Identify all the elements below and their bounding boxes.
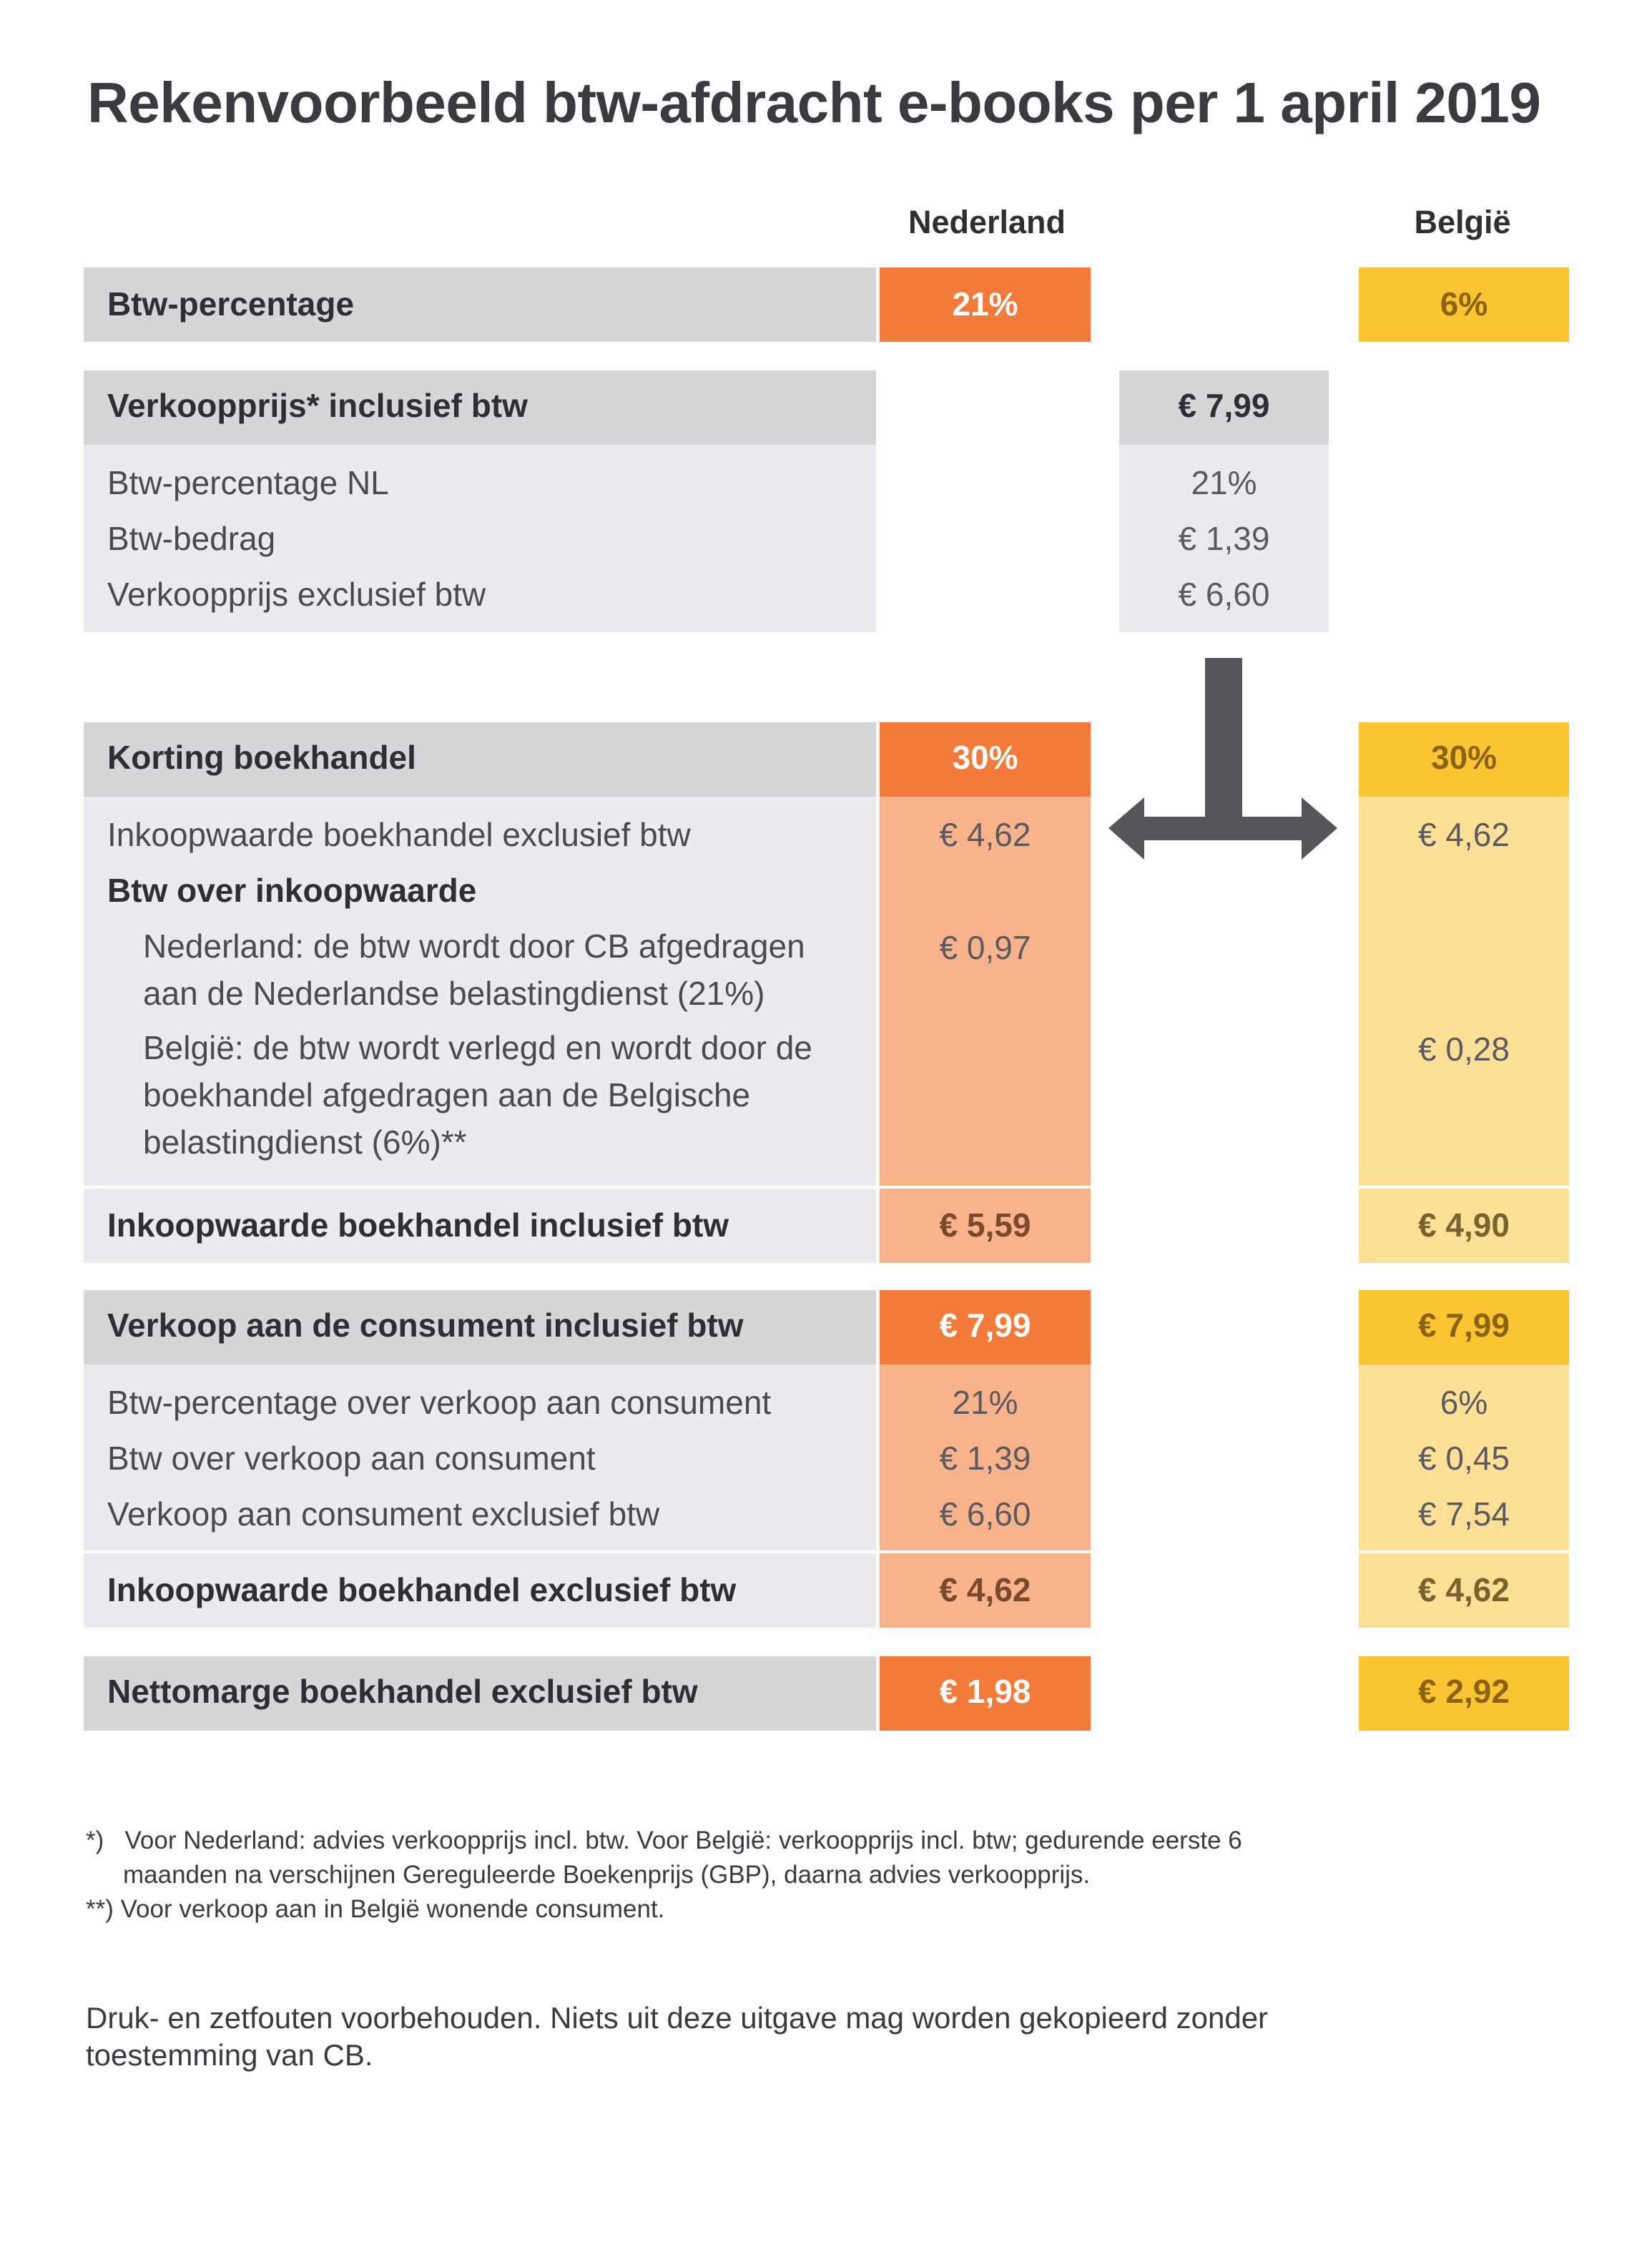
inkoopwaarde-excl-nl-value: € 4,62 <box>939 816 1031 853</box>
verkoopprijs-row-label: Btw-bedrag <box>107 520 276 557</box>
be-btw-note-line: boekhandel afgedragen aan de Belgische <box>143 1076 751 1113</box>
verkoop-consument-row-label: Btw over verkoop aan consument <box>107 1440 596 1477</box>
split-arrow-icon <box>1101 658 1344 872</box>
inkoopwaarde-excl-summary-be-value: € 4,62 <box>1418 1571 1510 1608</box>
be-btw-note-line: België: de btw wordt verlegd en wordt door de <box>143 1029 812 1066</box>
verkoop-consument-row-label: Verkoop aan consument exclusief btw <box>107 1495 660 1533</box>
nl-btw-note-line: Nederland: de btw wordt door CB afgedragen <box>143 928 805 965</box>
page-title: Rekenvoorbeeld btw-afdracht e-books per 1 april 2019 <box>87 71 1541 134</box>
nettomarge-be-value: € 2,92 <box>1418 1673 1510 1710</box>
arrow-stem <box>1205 658 1242 838</box>
be-btw-note-value: € 0,28 <box>1418 1031 1510 1068</box>
inkoopwaarde-excl-be-value: € 4,62 <box>1418 816 1510 853</box>
korting-nl-value: 30% <box>952 739 1018 776</box>
footnote-2: **) Voor verkoop aan in België wonende consument. <box>86 1895 665 1923</box>
btw-over-inkoopwaarde-label: Btw over inkoopwaarde <box>107 872 477 909</box>
korting-be-value: 30% <box>1430 739 1498 776</box>
verkoopprijs-row-value: € 1,39 <box>1178 520 1270 557</box>
verkoop-consument-row-label: Btw-percentage over verkoop aan consument <box>107 1384 772 1421</box>
footnote-1-marker: *) <box>86 1826 104 1854</box>
verkoop-consument-label: Verkoop aan de consument inclusief btw <box>107 1307 744 1344</box>
footnotes <box>86 1824 1445 1927</box>
verkoop-consument-row-be: 6% <box>1440 1384 1488 1421</box>
verkoop-consument-row-nl: 21% <box>952 1384 1018 1421</box>
nl-btw-note-value: € 0,97 <box>939 929 1031 966</box>
korting-be-detail-block <box>1359 797 1569 1186</box>
verkoop-consument-row-nl: € 1,39 <box>939 1440 1031 1477</box>
column-header-nederland: Nederland <box>908 204 1066 240</box>
verkoop-consument-row-be: € 7,54 <box>1418 1495 1510 1533</box>
nl-btw-note-line: aan de Nederlandse belastingdienst (21%) <box>143 975 765 1012</box>
korting-nl-detail-block <box>880 797 1091 1186</box>
inkoopwaarde-incl-nl-value: € 5,59 <box>939 1206 1031 1244</box>
verkoop-consument-row-be: € 0,45 <box>1418 1440 1510 1477</box>
inkoopwaarde-incl-label: Inkoopwaarde boekhandel inclusief btw <box>107 1206 729 1244</box>
verkoop-consument-be-value: € 7,99 <box>1418 1307 1510 1344</box>
verkoopprijs-row-value: € 6,60 <box>1178 576 1270 613</box>
disclaimer: Druk- en zetfouten voorbehouden. Niets uit deze uitgave mag worden gekopieerd zonder toestemming van CB. <box>86 2001 1269 2072</box>
nettomarge-label: Nettomarge boekhandel exclusief btw <box>107 1673 698 1710</box>
korting-label: Korting boekhandel <box>107 739 416 776</box>
inkoopwaarde-incl-be-value: € 4,90 <box>1418 1206 1510 1244</box>
btw-percentage-label: Btw-percentage <box>107 285 355 323</box>
be-btw-note-line: belastingdienst (6%)** <box>143 1123 467 1161</box>
inkoopwaarde-excl-label: Inkoopwaarde boekhandel exclusief btw <box>107 816 691 853</box>
footnote-1-line2: maanden na verschijnen Gereguleerde Boekenprijs (GBP), daarna advies verkoopprijs. <box>123 1861 1091 1889</box>
inkoopwaarde-excl-summary-nl-value: € 4,62 <box>939 1571 1031 1608</box>
btw-percentage-be-value: 6% <box>1440 285 1488 323</box>
column-header-belgie: België <box>1414 204 1511 240</box>
verkoopprijs-row-value: 21% <box>1191 464 1257 501</box>
inkoopwaarde-excl-summary-label: Inkoopwaarde boekhandel exclusief btw <box>107 1571 737 1608</box>
btw-percentage-nl-value: 21% <box>952 285 1018 323</box>
verkoop-consument-nl-value: € 7,99 <box>939 1307 1031 1344</box>
be-btw-note <box>143 1024 812 1166</box>
verkoop-consument-row-nl: € 6,60 <box>939 1495 1031 1533</box>
nl-btw-note <box>143 923 805 1017</box>
footnote-1 <box>86 1824 1445 1858</box>
verkoopprijs-label: Verkoopprijs* inclusief btw <box>107 387 528 424</box>
verkoopprijs-row-label: Verkoopprijs exclusief btw <box>107 576 486 613</box>
nettomarge-nl-value: € 1,98 <box>939 1673 1031 1710</box>
verkoopprijs-value: € 7,99 <box>1178 387 1270 424</box>
footnote-1-line1: Voor Nederland: advies verkoopprijs incl. btw. Voor België: verkoopprijs incl. btw; gedurende eerste 6 <box>124 1826 1242 1854</box>
verkoopprijs-row-label: Btw-percentage NL <box>107 464 389 501</box>
